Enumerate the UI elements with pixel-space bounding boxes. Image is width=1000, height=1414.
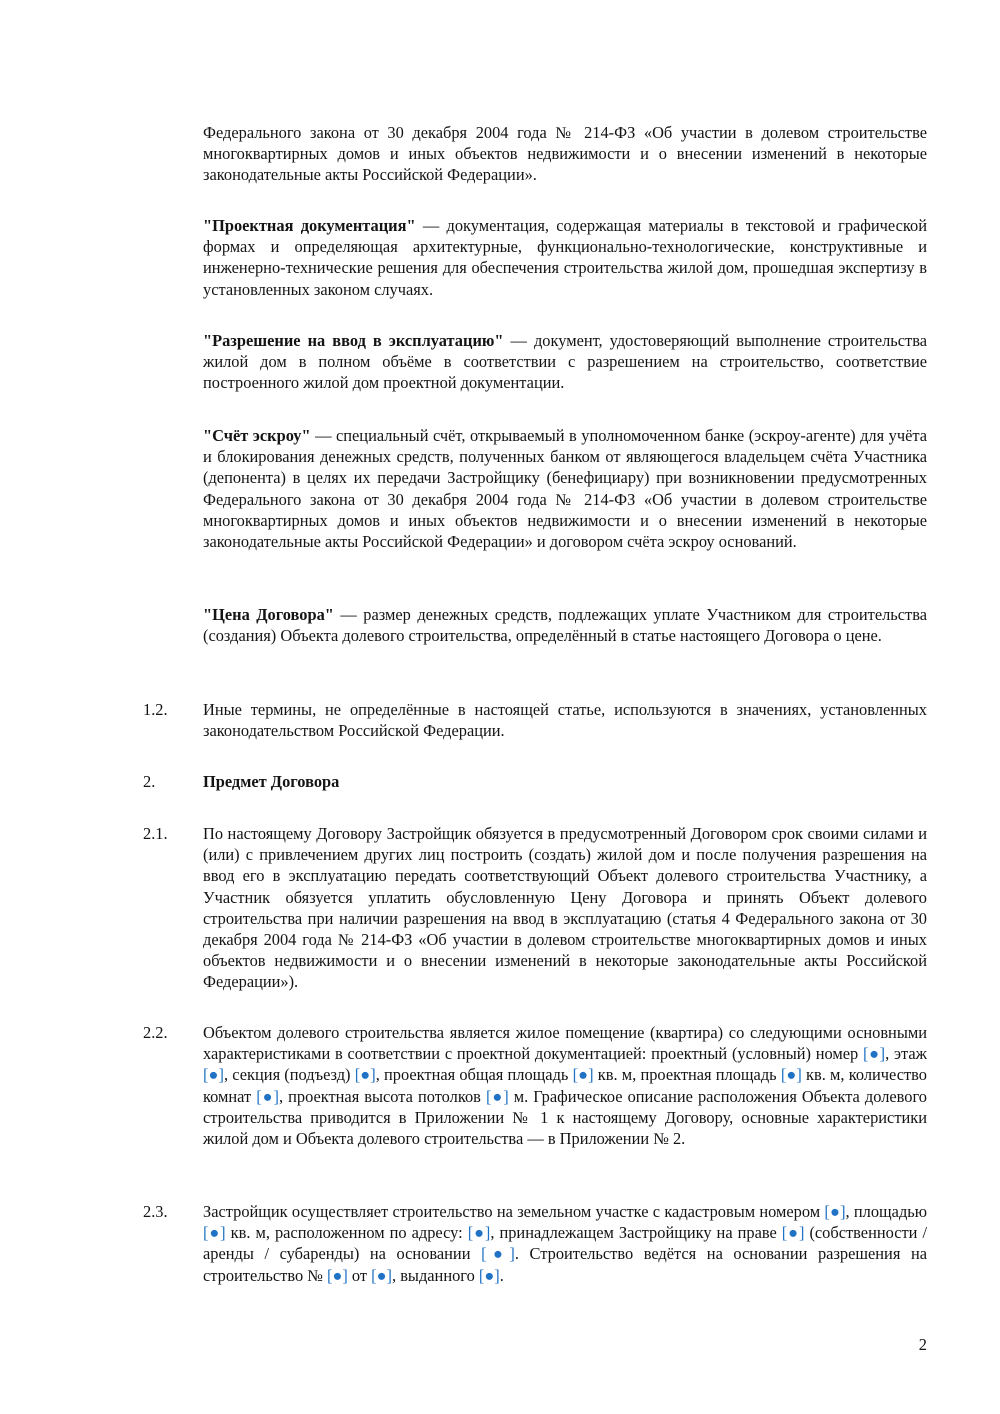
section-number: 2. — [143, 772, 156, 791]
definition-commissioning-permit — [203, 330, 927, 394]
definition-text: — специальный счёт, открываемый в уполномоченном банке (эскроу-агенте) для учёта и блокирования денежных средств, полученных банком от являющегося владельцем счёта Участника (депонента) в целях их передачи Застройщику (бенефициару) при возникновении предусмотренных Федерального закона от 30 декабря 2004 года № 214-ФЗ «Об участии в долевом строительстве многоквартирных домов и иных объектов недвижимости и о внесении изменений в некоторые законодательные акты Российской Федерации» и договором счёта эскроу оснований. — [203, 426, 927, 552]
clause-text-part: кв. м, количество комнат — [203, 1065, 927, 1106]
definitions-continuation — [203, 122, 927, 186]
definition-escrow-account — [203, 425, 927, 552]
clause-text-part: Застройщик осуществляет строительство на земельном участке с кадастровым номером — [203, 1202, 825, 1221]
clause-text-part: (собственности / аренды / субаренды) на основании — [203, 1223, 927, 1264]
placeholder-field[interactable]: [●] — [327, 1265, 348, 1285]
clause-2-3-text — [203, 1201, 927, 1286]
placeholder-field[interactable]: [●] — [354, 1065, 376, 1085]
clause-text-part: . — [499, 1265, 504, 1285]
placeholder-field[interactable]: [●] — [572, 1065, 594, 1085]
placeholder-field[interactable]: [●] — [256, 1086, 279, 1106]
clause-number: 2.1. — [143, 824, 168, 843]
page-number: 2 — [918, 1335, 927, 1354]
clause-text-part: . Строительство ведётся на основании разрешения на строительство № — [203, 1244, 927, 1285]
placeholder-field[interactable]: [●] — [481, 1244, 515, 1264]
placeholder-field[interactable]: [●] — [780, 1065, 802, 1085]
clause-text-part: от — [347, 1265, 372, 1285]
definition-project-docs — [203, 215, 927, 300]
clause-number: 2.2. — [143, 1023, 168, 1042]
definition-term: "Счёт эскроу" — [203, 426, 311, 445]
clause-text-part: , принадлежащем Застройщику на праве — [490, 1223, 782, 1243]
placeholder-field[interactable]: [●] — [863, 1044, 886, 1064]
clause-2-1-text: По настоящему Договору Застройщик обязуется в предусмотренный Договором срок своими силами и (или) с привлечением других лиц построить (создать) жилой дом и после получения разрешения на ввод его в эксплуатацию передать соответствующий Объект долевого строительства Участнику, а Участник обязуется уплатить обусловленную Цену Договора и принять Объект долевого строительства при наличии разрешения на ввод в эксплуатацию (статья 4 Федерального закона от 30 декабря 2004 года № 214-ФЗ «Об участии в долевом строительстве многоквартирных домов и иных объектов недвижимости и о внесении изменений в некоторые законодательные акты Российской Федерации»). — [203, 824, 927, 992]
placeholder-field[interactable]: [●] — [478, 1265, 500, 1285]
section-heading: Предмет Договора — [203, 772, 340, 791]
definition-text: — документация, содержащая материалы в текстовой и графической формах и определяющая архитектурные, функционально-технологические, конструктивные и инженерно-технические решения для обеспечения строительства жилой дом, прошедшая экспертизу в установленных законом случаях. — [203, 216, 927, 299]
definition-term: "Цена Договора" — [203, 605, 334, 624]
clause-text-part: , выданного — [392, 1265, 479, 1285]
placeholder-field[interactable]: [●] — [371, 1265, 392, 1285]
clause-text-part: , проектная высота потолков — [278, 1086, 486, 1106]
placeholder-field[interactable]: [●] — [781, 1223, 805, 1243]
placeholder-field[interactable]: [●] — [467, 1223, 491, 1243]
clause-text-part: , этаж — [885, 1044, 927, 1064]
definition-contract-price — [203, 604, 927, 646]
definition-text: — документ, удостоверяющий выполнение строительства жилой дом в полном объёме в соответствии с разрешением на строительство, соответствие построенного жилой дом проектной документации. — [203, 331, 927, 393]
clause-number: 1.2. — [143, 700, 168, 719]
definition-term: "Разрешение на ввод в эксплуатацию" — [203, 331, 504, 350]
placeholder-field[interactable]: [●] — [824, 1202, 846, 1221]
placeholder-field[interactable]: [●] — [203, 1223, 226, 1243]
clause-text-part: кв. м, расположенном по адресу: — [225, 1223, 468, 1243]
clause-text-part: м. Графическое описание расположения Объекта долевого строительства приводится в Приложении № 1 к настоящему Договору, основные характеристики жилой дом и Объекта долевого строительства — в Приложении № 2. — [203, 1086, 927, 1149]
clause-text-part: , проектная общая площадь — [375, 1065, 573, 1085]
clause-text-part: кв. м, проектная площадь — [593, 1065, 781, 1085]
clause-text-part: , секция (подъезд) — [224, 1065, 355, 1085]
placeholder-field[interactable]: [●] — [485, 1086, 509, 1106]
definition-text: — размер денежных средств, подлежащих уплате Участником для строительства (создания) Объекта долевого строительства, определённый в статье настоящего Договора о цене. — [203, 605, 927, 646]
clause-number: 2.3. — [143, 1202, 168, 1221]
placeholder-field[interactable]: [●] — [203, 1065, 225, 1085]
clause-1-2-text: Иные термины, не определённые в настоящей статье, используются в значениях, установленных законодательством Российской Федерации. — [203, 700, 927, 741]
clause-text-part: , площадью — [845, 1202, 927, 1221]
definitions-continuation-text: Федерального закона от 30 декабря 2004 года № 214-ФЗ «Об участии в долевом строительстве многоквартирных домов и иных объектов недвижимости и о внесении изменений в некоторые законодательные акты Российской Федерации». — [203, 123, 927, 185]
clause-2-2-text — [203, 1022, 927, 1149]
clause-text-part: Объектом долевого строительства является жилое помещение (квартира) со следующими основными характеристиками в соответствии с проектной документацией: проектный (условный) номер — [203, 1023, 927, 1064]
definition-term: "Проектная документация" — [203, 216, 416, 235]
